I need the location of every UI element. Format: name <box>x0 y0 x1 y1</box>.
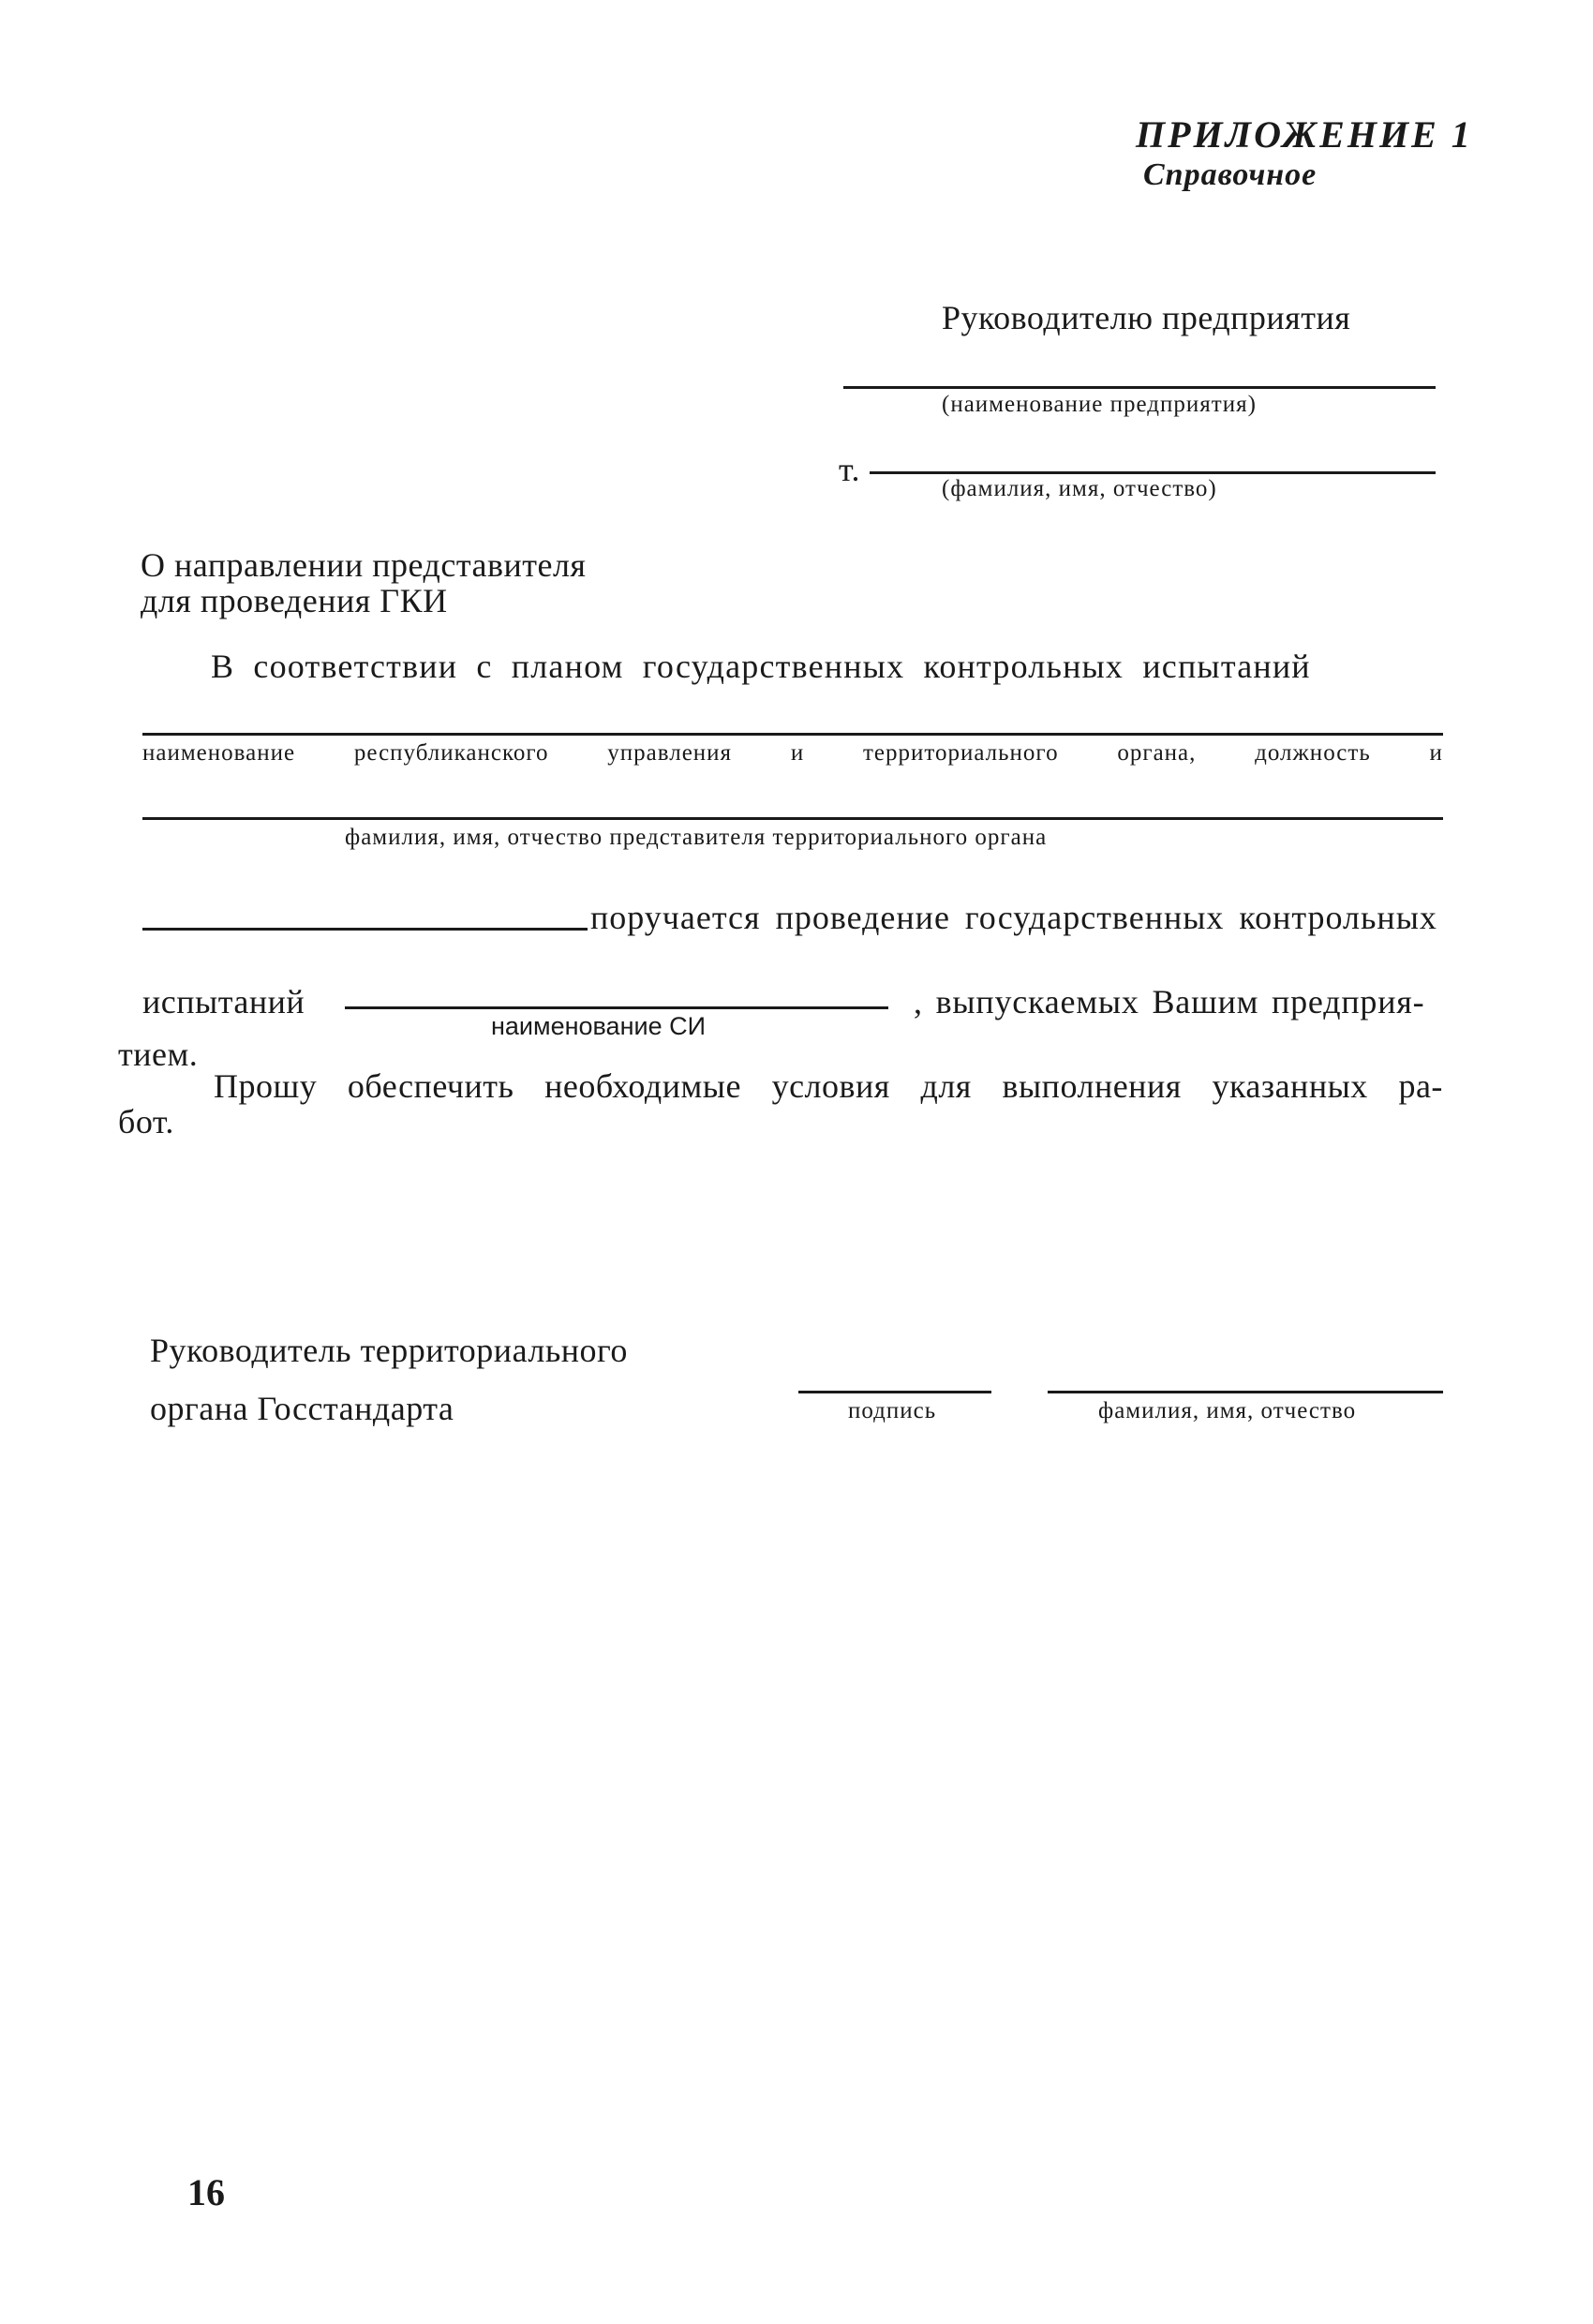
appendix-subtitle: Справочное <box>1143 157 1318 192</box>
enterprise-line <box>843 386 1436 389</box>
representative-blank-line <box>142 928 588 931</box>
caption-word: наименование <box>142 740 296 766</box>
enterprise-caption: (наименование предприятия) <box>942 392 1257 417</box>
caption-word: органа, <box>1117 740 1197 766</box>
addressee-heading: Руководителю предприятия <box>942 299 1351 336</box>
request-word: ра- <box>1398 1067 1443 1105</box>
signature-role-line-2: органа Госстандарта <box>150 1390 454 1427</box>
appendix-title: ПРИЛОЖЕНИЕ 1 <box>1136 113 1473 156</box>
subject-line-1: О направлении представителя <box>141 546 587 584</box>
addressee-name-caption: (фамилия, имя, отчество) <box>942 476 1217 501</box>
request-line-2: бот. <box>118 1103 174 1140</box>
body-line-1 <box>142 733 1443 736</box>
caption-word: и <box>790 740 805 766</box>
signature-role-line-1: Руководитель территориального <box>150 1332 628 1369</box>
assigned-text: поручается проведение государственных контрольных <box>590 899 1437 936</box>
caption-word: должность <box>1255 740 1371 766</box>
caption-representative: фамилия, имя, отчество представителя территориального органа <box>345 825 1048 850</box>
caption-word: республиканского <box>353 740 549 766</box>
produced-text: , выпускаемых Вашим предприя- <box>914 983 1425 1020</box>
signature-name-line <box>1048 1391 1443 1393</box>
body-line-2 <box>142 817 1443 820</box>
page-number: 16 <box>187 2171 225 2213</box>
caption-word: управления <box>607 740 733 766</box>
request-word: Прошу <box>214 1067 318 1105</box>
si-name-caption: наименование СИ <box>491 1012 706 1040</box>
request-word: обеспечить <box>347 1067 514 1105</box>
request-word: указанных <box>1212 1067 1368 1105</box>
si-name-line <box>345 1006 888 1009</box>
request-word: необходимые <box>544 1067 741 1105</box>
body-intro: В соответствии с планом государственных контрольных испытаний <box>211 648 1311 685</box>
caption-organ-position <box>142 740 1443 767</box>
request-word: для <box>920 1067 972 1105</box>
request-line-1 <box>214 1066 1443 1106</box>
caption-word: территориального <box>862 740 1059 766</box>
addressee-name-line <box>870 471 1436 474</box>
addressee-t-prefix: т. <box>839 451 861 488</box>
caption-word: и <box>1429 740 1443 766</box>
signature-line <box>798 1391 991 1393</box>
tests-word: испытаний <box>142 983 305 1020</box>
produced-end: тием. <box>118 1035 199 1073</box>
signature-name-caption: фамилия, имя, отчество <box>1098 1398 1357 1423</box>
signature-caption: подпись <box>848 1398 937 1423</box>
request-word: выполнения <box>1002 1067 1182 1105</box>
request-word: условия <box>771 1067 890 1105</box>
subject-line-2: для проведения ГКИ <box>141 582 448 619</box>
